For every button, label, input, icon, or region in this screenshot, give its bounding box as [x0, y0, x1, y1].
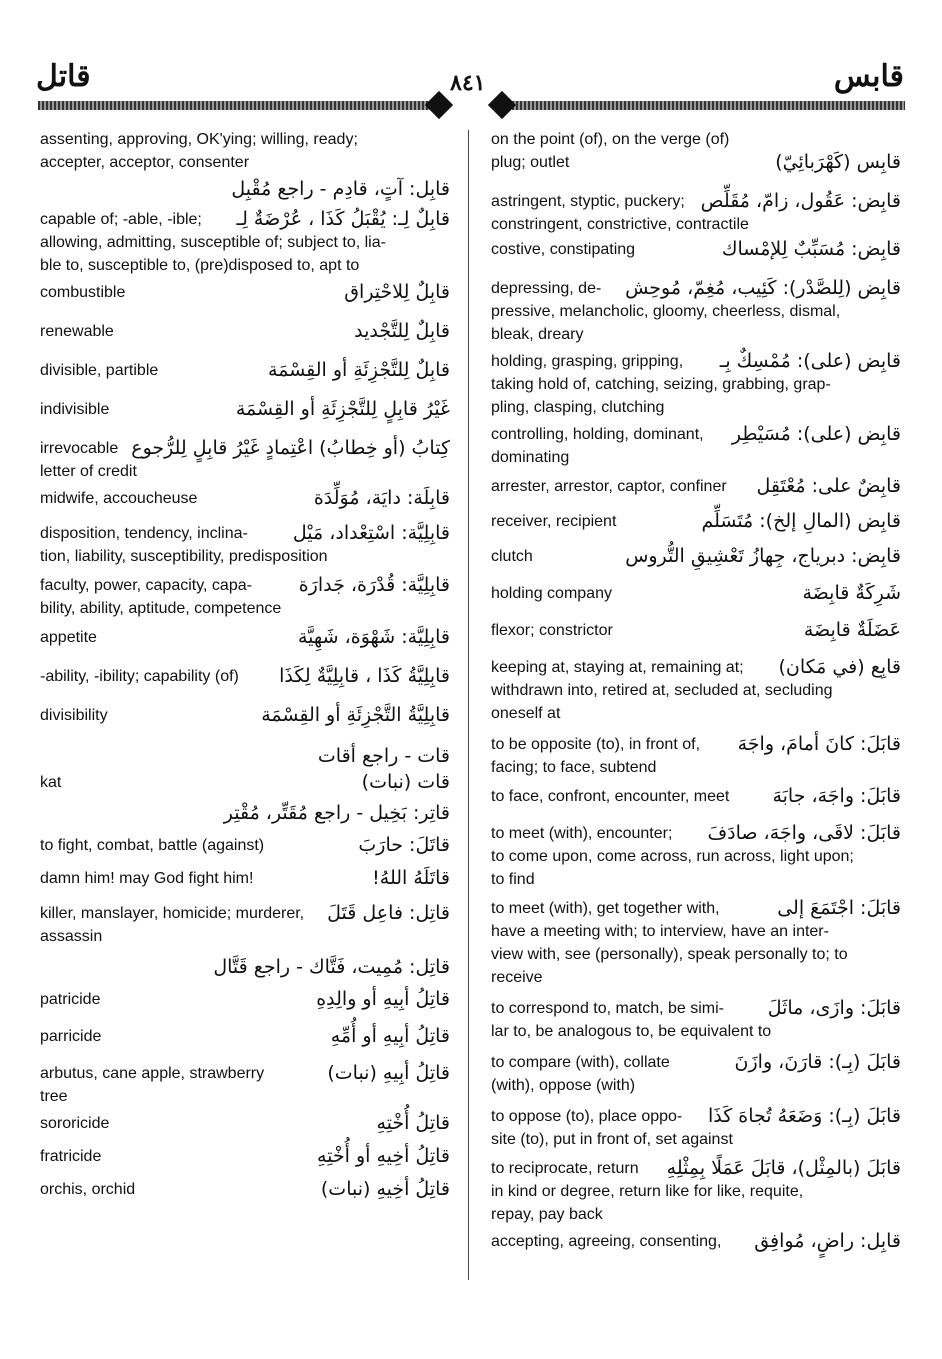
dictionary-entry [38, 522, 450, 568]
arabic-headword: قابَلَ: لاقَى، واجَهَ، صادَفَ [707, 822, 901, 844]
english-definition: to reciprocate, return [491, 1160, 639, 1177]
arabic-headword: قاتَلَ: حارَبَ [358, 834, 450, 856]
arabic-headword: قاتِلُ أخِيهِ (نبات) [320, 1178, 450, 1200]
dictionary-entry [489, 151, 901, 174]
arabic-headword: قابَلَ (بِـ): وَضَعَهُ تُجاهَ كَذَا [707, 1105, 901, 1127]
english-definition: to be opposite (to), in front of, [491, 736, 701, 753]
dictionary-entry [38, 665, 450, 688]
arabic-headword: قابِض: دبرياج، جِهازُ تَعْشِيقِ التُّروس [625, 545, 901, 567]
dictionary-entry [489, 785, 901, 808]
arabic-headword: قابِض (على): مُمْسِكٌ بِـ [719, 350, 901, 372]
english-definition-continued: have a meeting with; to interview, have an inter- [491, 923, 829, 940]
arabic-headword: قابِلٌ لِـ: يُقْبَلُ كَذَا ، عُرْضَةٌ لِـ [236, 208, 450, 230]
english-definition: renewable [40, 323, 114, 340]
dictionary-entry [38, 1062, 450, 1108]
english-definition-continued: letter of credit [40, 463, 137, 480]
arabic-headword: قاتِلُ أُخْتِهِ [376, 1112, 450, 1134]
dictionary-entry [489, 1157, 901, 1226]
english-definition: flexor; constrictor [491, 622, 613, 639]
english-definition: sororicide [40, 1115, 110, 1132]
dictionary-entry [489, 238, 901, 261]
english-definition: controlling, holding, dominant, [491, 426, 704, 443]
arabic-headword: قاتِر: بَخِيل - راجع مُقَتِّر، مُقْتِر [223, 802, 450, 824]
dictionary-entry [38, 128, 450, 174]
english-definition: holding company [491, 585, 612, 602]
arabic-headword: قابَلَ: واجَهَ، جابَهَ [772, 785, 901, 807]
dictionary-entry [489, 475, 901, 498]
english-definition: disposition, tendency, inclina- [40, 525, 248, 542]
column-divider [468, 130, 469, 1280]
dictionary-entry [489, 277, 901, 346]
english-definition: -ability, -ibility; capability (of) [40, 668, 239, 685]
english-definition-continued: assassin [40, 928, 103, 945]
english-definition-continued: bleak, dreary [491, 326, 584, 343]
english-definition: to meet (with), encounter; [491, 825, 673, 842]
arabic-headword: قابِض (المالِ إلخ): مُتَسَلِّم [701, 510, 901, 532]
english-definition-continued: oneself at [491, 705, 561, 722]
dictionary-entry [38, 281, 450, 304]
english-definition: irrevocable [40, 440, 119, 457]
english-definition: combustible [40, 284, 126, 301]
arabic-headword: قابِلٌ لِلاحْتِراق [344, 281, 450, 303]
english-definition: plug; outlet [491, 154, 570, 171]
dictionary-entry [38, 626, 450, 649]
arabic-headword: قابِل: آتٍ، قادِم - راجع مُقْبِل [231, 178, 450, 200]
english-definition: parricide [40, 1028, 102, 1045]
dictionary-entry [489, 1051, 901, 1097]
dictionary-entry [38, 952, 450, 982]
arabic-headword: قابِلِيَّةُ كَذَا ، قابِلِيَّةٌ لِكَذَا [279, 665, 450, 687]
arabic-headword: قابِلِيَّة: قُدْرَة، جَدارَة [298, 574, 450, 596]
english-definition-continued: tion, liability, susceptibility, predisposition [40, 548, 328, 565]
english-definition-continued: allowing, admitting, susceptible of; subject to, lia- [40, 234, 386, 251]
dictionary-entry [38, 208, 450, 277]
english-definition: patricide [40, 991, 101, 1008]
english-definition: indivisible [40, 401, 110, 418]
english-definition-continued: pressive, melancholic, gloomy, cheerless, dismal, [491, 303, 841, 320]
english-definition-continued: site (to), put in front of, set against [491, 1131, 733, 1148]
english-definition: assenting, approving, OK'ying; willing, ready; [40, 131, 358, 148]
left-column [38, 128, 450, 1258]
dictionary-entry [489, 619, 901, 642]
dictionary-entry [489, 423, 901, 469]
english-definition-continued: withdrawn into, retired at, secluded at, secluding [491, 682, 833, 699]
english-definition-continued: to come upon, come across, run across, light upon; [491, 848, 854, 865]
dictionary-entry [489, 656, 901, 725]
dictionary-entry [38, 487, 450, 510]
english-definition: arrester, arrestor, captor, confiner [491, 478, 727, 495]
arabic-headword: قابَلَ: كانَ أمامَ، واجَهَ [737, 733, 901, 755]
dictionary-entry [38, 1145, 450, 1168]
arabic-headword: قابِلٌ لِلتَّجْزِئَةِ أو القِسْمَة [268, 359, 450, 381]
dictionary-entry [38, 834, 450, 857]
english-definition-continued: facing; to face, subtend [491, 759, 657, 776]
english-definition: to compare (with), collate [491, 1054, 670, 1071]
dictionary-entry [489, 582, 901, 605]
english-definition-continued: lar to, be analogous to, be equivalent to [491, 1023, 772, 1040]
arabic-headword: عَضَلَةٌ قابِضَة [803, 619, 901, 641]
dictionary-entry [38, 174, 450, 204]
dictionary-entry [38, 988, 450, 1011]
english-definition: to fight, combat, battle (against) [40, 837, 265, 854]
english-definition: divisible, partible [40, 362, 159, 379]
right-column [489, 128, 901, 1258]
arabic-headword: قابِلِيَّة: اسْتِعْداد، مَيْل [292, 522, 450, 544]
arabic-headword: قابِلِيَّةُ التَّجْزِئَةِ أو القِسْمَة [261, 704, 450, 726]
arabic-headword: قاتِلُ أبِيهِ (نبات) [327, 1062, 450, 1084]
english-definition: kat [40, 774, 62, 791]
english-definition: keeping at, staying at, remaining at; [491, 659, 744, 676]
dictionary-entry [38, 1112, 450, 1135]
arabic-headword: قابِس (كَهْرَبائِيّ) [775, 151, 901, 173]
arabic-headword: قات (نبات) [361, 771, 450, 793]
english-definition: clutch [491, 548, 533, 565]
ornament-diamond-left [425, 91, 453, 119]
dictionary-entry [38, 741, 450, 771]
english-definition: on the point (of), on the verge (of) [491, 131, 730, 148]
arabic-headword: قابِلٌ لِلتَّجْديد [354, 320, 450, 342]
dictionary-entry [489, 1230, 901, 1253]
english-definition-continued: (with), oppose (with) [491, 1077, 636, 1094]
english-definition: appetite [40, 629, 97, 646]
arabic-headword: قابَلَ: اجْتَمَعَ إلى [777, 897, 901, 919]
dictionary-entry [38, 902, 450, 948]
arabic-headword: قاتِلُ أخِيهِ أو أُخْتِهِ [316, 1145, 450, 1167]
english-definition: accepting, agreeing, consenting, [491, 1233, 722, 1250]
dictionary-entry [489, 897, 901, 989]
arabic-headword: غَيْرُ قابِلٍ لِلتَّجْزِئَةِ أو القِسْمَة [235, 398, 450, 420]
arabic-headword: قاتَلَهُ اللهُ! [372, 867, 450, 889]
dictionary-entry [38, 359, 450, 382]
english-definition: arbutus, cane apple, strawberry [40, 1065, 265, 1082]
english-definition: faculty, power, capacity, capa- [40, 577, 252, 594]
dictionary-entry [489, 997, 901, 1043]
arabic-headword: قابِضٌ على: مُعْتَقِل [756, 475, 901, 497]
page-number: ٨٤١ [450, 70, 486, 96]
arabic-headword: قابِض: مُسَبِّبٌ لِلإمْساك [721, 238, 901, 260]
arabic-headword: قابِلَة: دايَة، مُوَلِّدَة [313, 487, 450, 509]
english-definition: to correspond to, match, be simi- [491, 1000, 724, 1017]
dictionary-entry [38, 867, 450, 890]
english-definition-continued: to find [491, 871, 535, 888]
english-definition-continued: ble to, susceptible to, (pre)disposed to, apt to [40, 257, 360, 274]
dictionary-entry [38, 1025, 450, 1048]
dictionary-entry [489, 350, 901, 419]
dictionary-entry [38, 771, 450, 794]
ornament-diamond-right [488, 91, 516, 119]
header-rule-right [512, 101, 905, 110]
arabic-headword: شَرِكَةٌ قابِضَة [802, 582, 901, 604]
english-definition: receiver, recipient [491, 513, 617, 530]
arabic-headword: قابَلَ: وازَى، ماثَلَ [767, 997, 901, 1019]
english-definition: depressing, de- [491, 280, 602, 297]
arabic-headword: قابِل: راضٍ، مُوافِق [754, 1230, 901, 1252]
arabic-headword: قابِلِيَّة: شَهْوَة، شَهِيَّة [297, 626, 450, 648]
english-definition: orchis, orchid [40, 1181, 136, 1198]
dictionary-entry [489, 822, 901, 891]
dictionary-entry [489, 510, 901, 533]
dictionary-entry [38, 437, 450, 483]
arabic-headword: قاتِلُ أبِيهِ أو والِدِهِ [316, 988, 450, 1010]
arabic-headword: قابِض: عَقُول، زامّ، مُقَلِّص [700, 190, 901, 212]
arabic-headword: قاتِلُ أبِيهِ أو أُمِّهِ [330, 1025, 450, 1047]
header-left-word: قاتل [36, 59, 91, 94]
english-definition: damn him! may God fight him! [40, 870, 254, 887]
header-rule-left [38, 101, 430, 110]
english-definition: astringent, styptic, puckery; [491, 193, 685, 210]
english-definition: to face, confront, encounter, meet [491, 788, 730, 805]
arabic-headword: قابَلَ (بِـ): قارَنَ، وازَنَ [734, 1051, 901, 1073]
dictionary-entry [38, 574, 450, 620]
english-definition-continued: receive [491, 969, 543, 986]
english-definition: to meet (with), get together with, [491, 900, 720, 917]
dictionary-entry [38, 1178, 450, 1201]
english-definition-continued: accepter, acceptor, consenter [40, 154, 250, 171]
english-definition-continued: tree [40, 1088, 68, 1105]
header-right-word: قابس [833, 59, 904, 94]
english-definition-continued: pling, clasping, clutching [491, 399, 665, 416]
dictionary-entry [38, 320, 450, 343]
dictionary-entry [489, 128, 901, 151]
english-definition: costive, constipating [491, 241, 636, 258]
arabic-headword: قاتِل: فاعِل قَتَلَ [327, 902, 450, 924]
english-definition: divisibility [40, 707, 108, 724]
english-definition-continued: view with, see (personally), speak personally to; to [491, 946, 848, 963]
english-definition: capable of; -able, -ible; [40, 211, 202, 228]
dictionary-entry [489, 190, 901, 236]
english-definition: to oppose (to), place oppo- [491, 1108, 683, 1125]
english-definition-continued: repay, pay back [491, 1206, 603, 1223]
english-definition: midwife, accoucheuse [40, 490, 198, 507]
dictionary-entry [489, 1105, 901, 1151]
arabic-headword: قابَلَ (بالمِثْل)، قابَلَ عَمَلًا بِمِثْلِهِ [666, 1157, 901, 1179]
english-definition-continued: taking hold of, catching, seizing, grabbing, grap- [491, 376, 831, 393]
dictionary-entry [489, 733, 901, 779]
english-definition: holding, grasping, gripping, [491, 353, 684, 370]
english-definition-continued: in kind or degree, return like for like, requite, [491, 1183, 804, 1200]
arabic-headword: كِتابُ (أو خِطابُ) اعْتِمادٍ غَيْرُ قابِلٍ لِلرُّجوع [131, 437, 450, 459]
arabic-headword: قات - راجع أقات [317, 745, 450, 767]
dictionary-entry [38, 398, 450, 421]
dictionary-entry [38, 798, 450, 828]
english-definition: killer, manslayer, homicide; murderer, [40, 905, 305, 922]
english-definition: fratricide [40, 1148, 102, 1165]
arabic-headword: قابِض (لِلصَّدْر): كَئِيب، مُغِمّ، مُوحِش [625, 277, 901, 299]
dictionary-entry [489, 545, 901, 568]
arabic-headword: قابِض (على): مُسَيْطِر [731, 423, 901, 445]
english-definition-continued: dominating [491, 449, 570, 466]
english-definition-continued: constringent, constrictive, contractile [491, 216, 749, 233]
dictionary-entry [38, 704, 450, 727]
arabic-headword: قابِع (في مَكان) [778, 656, 901, 678]
english-definition-continued: bility, ability, aptitude, competence [40, 600, 282, 617]
arabic-headword: قاتِل: مُمِيت، فَتَّاك - راجع قَتَّال [213, 956, 450, 978]
